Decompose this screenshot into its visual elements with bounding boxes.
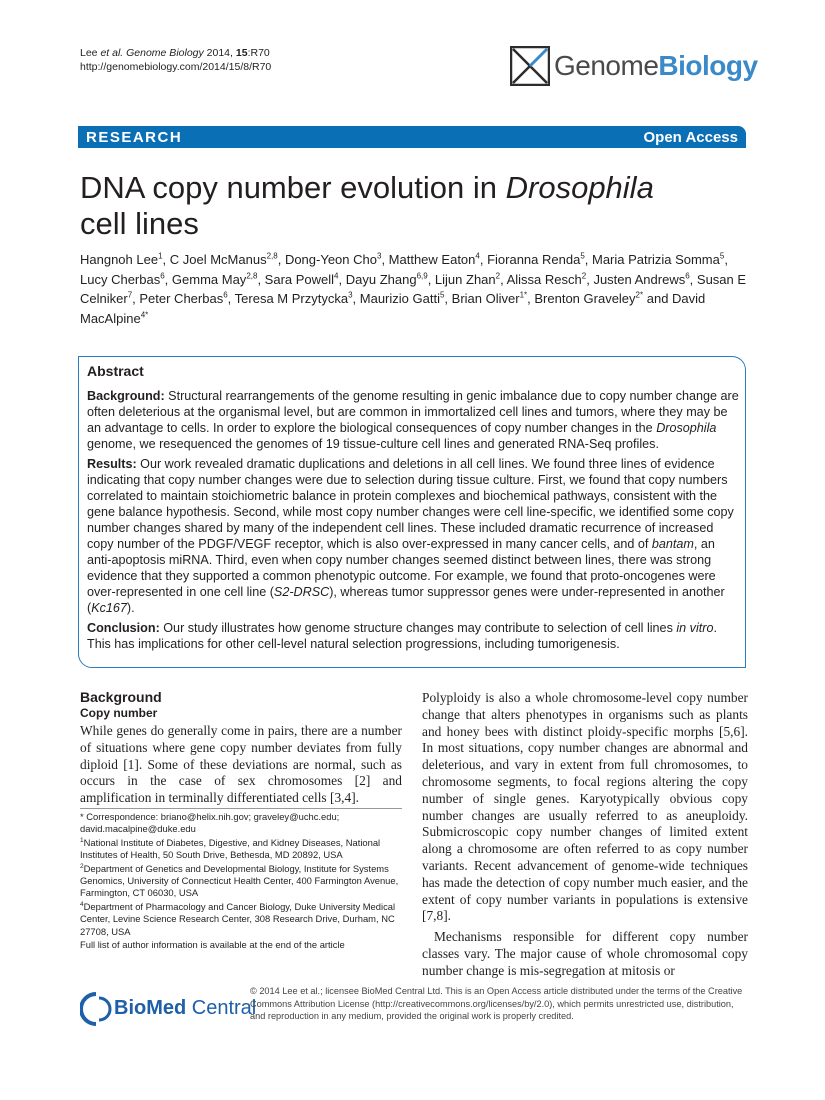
genome-biology-logo-icon (510, 46, 550, 86)
affiliation-4: $^4$Department of Pharmacology and Cancer Biology, Duke University Medical Center, Levine Science Research Center, 308 Research Drive, Durham, NC 27708, USA (80, 900, 396, 937)
author-name: Peter Cherbas (139, 291, 224, 306)
affiliation-1: $^1$National Institute of Diabetes, Digestive, and Kidney Diseases, National Institutes of Health, 50 South Drive, Bethesda, MD 20892, USA (80, 836, 381, 861)
author-name: Dayu Zhang (345, 271, 417, 287)
author-affiliation: 2 (581, 271, 587, 281)
biomed-central-logo-icon (80, 992, 112, 1026)
author-name: Brenton Graveley (534, 291, 636, 306)
abstract-heading: Abstract (87, 363, 144, 379)
subsection-heading: Copy number (80, 706, 158, 720)
author-name: and David MacAlpine (80, 291, 706, 326)
abstract-body (87, 388, 739, 656)
article-url[interactable]: http://genomebiology.com/2014/15/8/R70 (80, 61, 272, 73)
body-paragraph: Mechanisms responsible for different copy number classes vary. The major cause of whole chromosomal copy number change is mis-segregation at mitosis or (422, 929, 748, 978)
article-type-banner (78, 126, 746, 148)
author-name: Brian Oliver (451, 291, 520, 306)
author-name: C Joel McManus (169, 252, 267, 267)
author-name: Hangnoh Lee (80, 252, 159, 267)
article-type-label: RESEARCH (86, 129, 183, 146)
genome-biology-wordmark: GenomeBiology (554, 50, 758, 81)
author-affiliation: 6 (685, 271, 690, 281)
author-list: Hangnoh Lee$^1$, C Joel McManus$^{2,8}$, Dong-Yeon Cho$^3$, Matthew Eaton$^4$, Fioranna Renda$^5$, Maria Patrizia Somma$^5$, Lucy Cherbas$^6$, Gemma May$^{2,8}$, Sara Powell$^4$, Dayu Zhang$^{6,9}$, Lijun Zhan$^2$, Alissa Resch$^2$, Justen Andrews$^6$, Susan E Celniker$^7$, Peter Cherbas$^6$, Teresa M Przytycka$^3$, Maurizio Gatti$^5$, Brian Oliver$^{1*}$, Brenton Graveley$^{2*}$ and David MacAlpine$^{4*}$ (80, 251, 747, 326)
footnote-divider (80, 808, 402, 809)
author-name: Teresa M Przytycka (234, 291, 349, 306)
author-name: Lucy Cherbas (80, 271, 161, 287)
genome-biology-logo (510, 44, 758, 88)
author-name: Matthew Eaton (388, 252, 476, 267)
author-affiliation: 3 (376, 251, 382, 261)
author-name: Fioranna Renda (487, 252, 581, 267)
license-statement: © 2014 Lee et al.; licensee BioMed Central Ltd. This is an Open Access article distributed under the terms of the Creative Commons Attribution License (http://creativecommons.org/licenses/by/2.0), which permits unrestricted use, distribution, and reproduction in any medium, provided the original work is properly credited. (250, 986, 743, 1022)
body-paragraph: While genes do generally come in pairs, there are a number of situations where gene copy number deviates from fully diploid [1]. Some of these deviations are normal, such as occurs in the case of sex chromosomes [2] and amplification in terminally differentiated cells [3,4]. (80, 723, 402, 806)
author-affiliation: 5 (580, 251, 585, 261)
author-name: Maria Patrizia Somma (592, 252, 720, 267)
author-affiliation: 2 (495, 271, 501, 281)
author-affiliation: 2,8 (246, 271, 258, 281)
author-name: Gemma May (171, 271, 247, 287)
author-affiliation: 6 (160, 271, 165, 281)
author-name: Dong-Yeon Cho (284, 252, 377, 267)
author-affiliation: 1 (158, 251, 163, 261)
correspondence-note: * Correspondence: briano@helix.nih.gov; graveley@uchc.edu; david.macalpine@duke.edu (80, 811, 340, 835)
author-name: Sara Powell (264, 271, 335, 287)
author-affiliation: 5 (439, 290, 445, 300)
author-affiliation: 2* (635, 290, 644, 300)
body-paragraph: Polyploidy is also a whole chromosome-level copy number change that alters phenotypes in organisms such as plants and honey bees with distinct ploidy-specific morphs [5,6]. In most situations, copy number changes are abnormal and deleterious, and vary in extent from full chromosomes, to chromosome segments, to focal regions altering the copy number of single genes. Karyotypically obvious copy number changes are usually referred to as aneuploidy. Submicroscopic copy number changes of limited extent along a chromosome are often referred to as copy number variants. Recent advancement of genome-wide techniques has made the detection of copy number much easier, and the extent of copy number variants in populations is extensive [7,8]. (422, 690, 748, 924)
author-name: Alissa Resch (506, 271, 582, 287)
author-name: Justen Andrews (593, 271, 686, 287)
author-affiliation: 7 (127, 290, 133, 300)
author-name: Lijun Zhan (434, 271, 496, 287)
author-affiliation: 4 (475, 251, 480, 261)
article-title: DNA copy number evolution in Drosophila cell lines (80, 170, 654, 241)
author-affiliation: 3 (348, 290, 353, 300)
abstract-conclusion: Conclusion: Our study illustrates how genome structure changes may contribute to selection of cell lines in vitro. This has implications for other cell-level natural selection progressions, including tumorigenesis. (87, 621, 717, 651)
section-heading: Background (80, 689, 162, 705)
biomed-central-logo (80, 990, 257, 1030)
section-background-heading-block (80, 689, 402, 721)
abstract-results: Results: Our work revealed dramatic duplications and deletions in all cell lines. We found three lines of evidence indicating that copy number changes were due to selection during tissue culture. First, we found that copy numbers correlated to maintain stoichiometric balance in protein complexes and biochemical pathways, consistent with the gene balance hypothesis. Second, while most copy number changes were cell line-specific, we identified some copy number changes shared by many of the independent cell lines. These included dramatic recurrence of increased copy number of the PDGF/VEGF receptor, which is also over-expressed in many cancer cells, and of bantam, an anti-apoptosis miRNA. Third, even when copy number changes seemed distinct between lines, there was strong evidence that they supported a common phenotypic outcome. For example, we found that proto-oncogenes were over-represented in one cell line (S2-DRSC), whereas tumor suppressor genes were under-represented in another (Kc167). (87, 457, 734, 615)
biomed-central-wordmark: BioMed Central (114, 997, 257, 1019)
abstract-background: Background: Structural rearrangements of the genome resulting in genic imbalance due to copy number change are often deleterious at the organismal level, but are common in immortalized cell lines and tumors, where they may be an advantage to cells. In order to explore the biological consequences of copy number changes in the Drosophila genome, we resequenced the genomes of 19 tissue-culture cell lines and generated RNA-Seq profiles. (87, 389, 739, 451)
author-affiliation: 6,9 (416, 271, 428, 281)
left-column-text (80, 723, 402, 811)
author-affiliation: 5 (719, 251, 725, 261)
citation-header (80, 46, 271, 74)
author-affiliation: 1* (519, 290, 528, 300)
author-affiliation: 4* (140, 310, 149, 320)
citation-line: Lee et al. Genome Biology 2014, 15:R70 (80, 47, 270, 59)
author-affiliation: 2,8 (266, 251, 278, 261)
author-affiliation: 4 (334, 271, 339, 281)
footnotes (80, 811, 406, 952)
author-affiliation: 6 (223, 290, 228, 300)
full-list-note: Full list of author information is available at the end of the article (80, 939, 345, 951)
author-name: Maurizio Gatti (359, 291, 440, 306)
author-name: Susan E Celniker (80, 271, 747, 306)
abstract-box (78, 356, 746, 668)
open-access-label: Open Access (643, 129, 738, 146)
affiliation-2: $^2$Department of Genetics and Developmental Biology, Institute for Systems Genomics, University of Connecticut Health Center, 400 Farmington Avenue, Farmington, CT 06030, USA (80, 862, 399, 899)
right-column-text (422, 690, 748, 984)
